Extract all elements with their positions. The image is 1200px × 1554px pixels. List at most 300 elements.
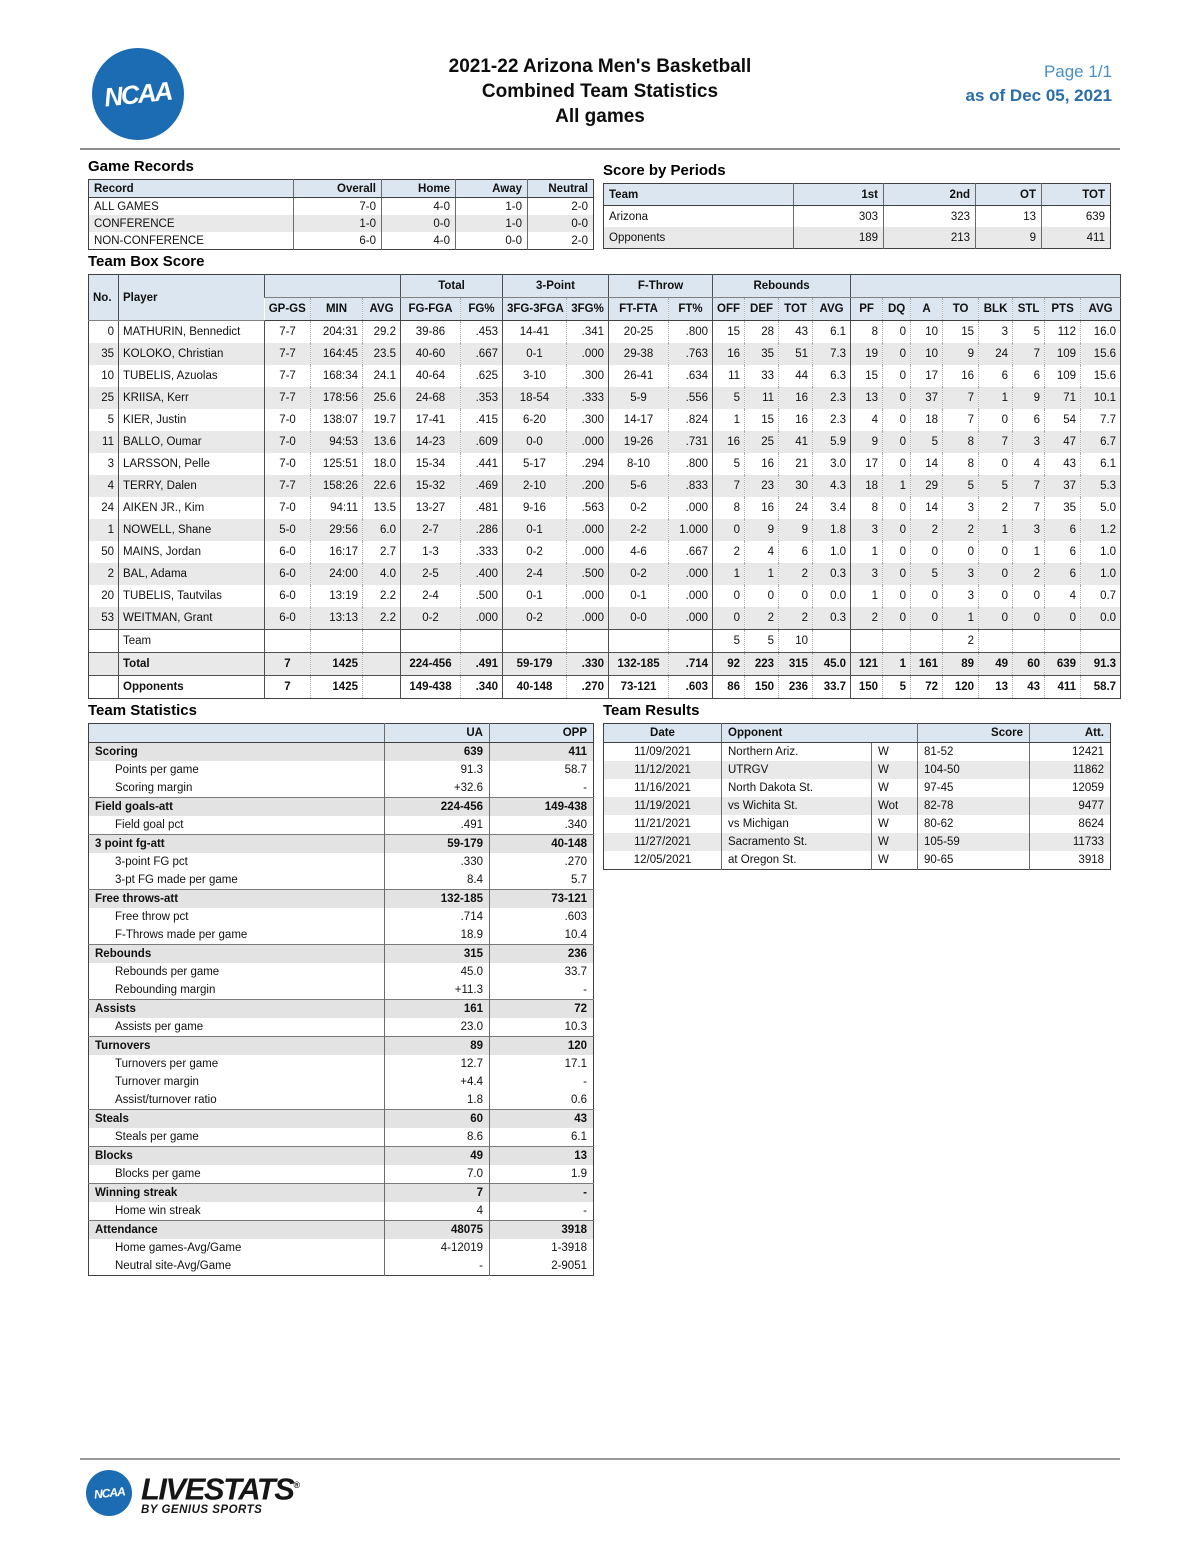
- box-score-cell: 164:45: [311, 343, 363, 365]
- box-score-cell: 9: [779, 519, 813, 541]
- box-score-cell: 6.1: [813, 321, 851, 344]
- box-score-cell: 49: [979, 653, 1013, 676]
- score-by-periods-cell: 9: [976, 227, 1042, 249]
- box-score-cell: 0: [883, 497, 911, 519]
- box-score-cell: 2-4: [401, 585, 461, 607]
- box-score-cell: 86: [713, 676, 745, 699]
- stat-sub-ua: -: [385, 1257, 490, 1276]
- box-score-cell: 6: [979, 365, 1013, 387]
- box-score-cell: 8: [943, 453, 979, 475]
- result-score: 82-78: [918, 797, 1030, 815]
- box-score-cell: 1.0: [1081, 541, 1121, 563]
- box-score-cell: 10: [911, 321, 943, 344]
- box-score-cell: 6-0: [265, 563, 311, 585]
- box-score-group-header: Rebounds: [713, 275, 851, 298]
- result-wl: W: [872, 833, 918, 851]
- score-by-periods-cell: Arizona: [609, 210, 648, 223]
- box-score-cell: 3: [851, 519, 883, 541]
- team-statistics-col-header: OPP: [490, 724, 594, 743]
- result-attendance: 8624: [1030, 815, 1111, 833]
- box-score-cell: 109: [1045, 365, 1081, 387]
- box-score-cell: 5: [745, 630, 779, 653]
- player-row: [89, 497, 1121, 519]
- box-score-cell: 0: [107, 326, 114, 338]
- box-score-cell: TERRY, Dalen: [119, 475, 265, 497]
- box-score-cell: 37: [1045, 475, 1081, 497]
- team-statistics-body: [89, 743, 594, 1276]
- stat-category-opp: 236: [490, 945, 594, 964]
- box-score-cell: [89, 630, 119, 653]
- box-score-cell: 1: [107, 524, 114, 536]
- box-score-cell: 5-6: [609, 475, 669, 497]
- box-score-cell: [567, 630, 609, 653]
- stat-sub-ua: +4.4: [385, 1073, 490, 1091]
- box-score-cell: 25: [101, 392, 114, 404]
- score-by-periods-title: Score by Periods: [603, 162, 726, 179]
- team-results-title: Team Results: [603, 702, 700, 719]
- box-score-cell: [609, 630, 669, 653]
- box-score-cell: 10.1: [1081, 387, 1121, 409]
- box-score-cell: 5: [979, 475, 1013, 497]
- box-score-cell: .353: [461, 387, 503, 409]
- game-records-cell: 0-0: [456, 232, 528, 250]
- box-score-cell: 7-7: [265, 475, 311, 497]
- box-score-cell: 18-54: [503, 387, 567, 409]
- box-score-cell: .270: [567, 676, 609, 699]
- stat-sub-ua: 4: [385, 1202, 490, 1221]
- box-score-cell: .333: [567, 387, 609, 409]
- box-score-cell: 3: [1013, 519, 1045, 541]
- stat-sub-opp: .270: [490, 853, 594, 871]
- box-score-cell: 224-456: [401, 653, 461, 676]
- result-opponent: UTRGV: [722, 761, 872, 779]
- box-score-cell: 7: [1013, 497, 1045, 519]
- box-score-cell: 178:56: [311, 387, 363, 409]
- box-score-cell: 1.000: [669, 519, 713, 541]
- box-score-cell: .556: [669, 387, 713, 409]
- box-score-cell: 1425: [311, 676, 363, 699]
- team-statistics-table-mount: [88, 723, 593, 1276]
- team-statistics-head: [89, 724, 594, 743]
- box-score-cell: 0.3: [813, 607, 851, 630]
- box-score-cell: Opponents: [119, 676, 265, 699]
- ncaa-logo-text: NCAA: [103, 75, 173, 112]
- footer-divider: [80, 1458, 1120, 1460]
- box-score-cell: 1: [883, 475, 911, 497]
- stat-sub-row: [89, 926, 594, 945]
- team-results-head: [604, 724, 1111, 743]
- box-score-cell: 60: [1013, 653, 1045, 676]
- box-score-cell: 15: [713, 321, 745, 344]
- box-score-cell: 1: [979, 387, 1013, 409]
- box-score-body: [89, 321, 1121, 699]
- box-score-cell: 8-10: [609, 453, 669, 475]
- stat-category-ua: 639: [385, 743, 490, 762]
- stat-sub-row: [89, 1257, 594, 1276]
- box-score-cell: 5: [1013, 321, 1045, 344]
- stat-sub-ua: 8.4: [385, 871, 490, 890]
- box-score-cell: 2: [911, 519, 943, 541]
- result-score: 105-59: [918, 833, 1030, 851]
- box-score-cell: 2-10: [503, 475, 567, 497]
- result-date: 11/16/2021: [634, 782, 691, 794]
- box-score-cell: AIKEN JR., Kim: [119, 497, 265, 519]
- box-score-cell: 0-2: [401, 607, 461, 630]
- team-results-section: [603, 702, 1110, 870]
- player-row: [89, 607, 1121, 630]
- box-score-cell: [851, 630, 883, 653]
- box-score-cell: 1: [1013, 541, 1045, 563]
- stat-sub-row: [89, 1055, 594, 1073]
- stat-sub-label: Steals per game: [115, 1131, 199, 1143]
- score-by-periods-cell: 303: [794, 206, 884, 228]
- box-score-cell: .000: [567, 585, 609, 607]
- box-score-cell: 40-148: [503, 676, 567, 699]
- box-score-cell: 1: [851, 585, 883, 607]
- box-score-group-header: 3-Point: [503, 275, 609, 298]
- box-score-cell: [503, 630, 567, 653]
- box-score-cell: 0.0: [1081, 607, 1121, 630]
- box-score-cell: 6: [1013, 365, 1045, 387]
- box-score-cell: 2.3: [813, 387, 851, 409]
- box-score-cell: .000: [567, 343, 609, 365]
- box-score-col-header: FG-FGA: [401, 298, 461, 321]
- box-score-cell: 10: [779, 630, 813, 653]
- box-score-cell: [669, 630, 713, 653]
- game-records-cell: 4-0: [382, 198, 456, 216]
- box-score-cell: 132-185: [609, 653, 669, 676]
- box-score-cell: 2: [779, 563, 813, 585]
- player-row: [89, 475, 1121, 497]
- stat-category-label: Blocks: [89, 1147, 385, 1166]
- stat-category-opp: 73-121: [490, 890, 594, 909]
- box-score-cell: KIER, Justin: [119, 409, 265, 431]
- box-score-cell: 17: [851, 453, 883, 475]
- box-score-cell: 5: [883, 676, 911, 699]
- box-score-cell: MAINS, Jordan: [119, 541, 265, 563]
- stat-category-opp: 149-438: [490, 798, 594, 817]
- stat-category-label: Steals: [89, 1110, 385, 1129]
- box-score-cell: 14-41: [503, 321, 567, 344]
- team-results-col-header: Score: [918, 724, 1030, 743]
- box-score-cell: 1: [713, 409, 745, 431]
- result-row: [604, 743, 1111, 762]
- stat-category-row: [89, 1000, 594, 1019]
- box-score-cell: 158:26: [311, 475, 363, 497]
- box-score-cell: [363, 630, 401, 653]
- box-score-cell: 0-2: [503, 607, 567, 630]
- result-attendance: 9477: [1030, 797, 1111, 815]
- team-results-body: [604, 743, 1111, 870]
- player-row: [89, 431, 1121, 453]
- stat-sub-row: [89, 816, 594, 835]
- box-score-cell: [979, 630, 1013, 653]
- box-score-col-header: TO: [943, 298, 979, 321]
- box-score-cell: 24: [979, 343, 1013, 365]
- box-score-cell: .400: [461, 563, 503, 585]
- box-score-cell: 0: [1013, 585, 1045, 607]
- box-score-cell: 2-5: [401, 563, 461, 585]
- stat-sub-opp: 10.4: [490, 926, 594, 945]
- box-score-group-header-row: [89, 275, 1121, 298]
- box-score-cell: Total: [119, 653, 265, 676]
- stat-category-label: Turnovers: [89, 1037, 385, 1056]
- stat-sub-row: [89, 963, 594, 981]
- total-row: [89, 653, 1121, 676]
- stat-category-opp: 40-148: [490, 835, 594, 854]
- box-score-cell: 13.5: [363, 497, 401, 519]
- stat-category-label: Field goals-att: [89, 798, 385, 817]
- box-score-cell: 0: [883, 343, 911, 365]
- team-statistics-section: [88, 702, 593, 1276]
- box-score-cell: 0-1: [503, 585, 567, 607]
- stat-category-opp: 43: [490, 1110, 594, 1129]
- box-score-cell: 223: [745, 653, 779, 676]
- box-score-cell: 28: [745, 321, 779, 344]
- stat-sub-opp: 6.1: [490, 1128, 594, 1147]
- box-score-cell: 7-7: [265, 343, 311, 365]
- box-score-cell: 73-121: [609, 676, 669, 699]
- box-score-col-header: AVG: [1081, 298, 1121, 321]
- score-by-periods-table: [603, 183, 1111, 249]
- stat-category-label: Attendance: [89, 1221, 385, 1240]
- box-score-cell: 40-64: [401, 365, 461, 387]
- box-score-cell: BALLO, Oumar: [119, 431, 265, 453]
- box-score-cell: 6-0: [265, 541, 311, 563]
- box-score-cell: 16: [779, 387, 813, 409]
- box-score-cell: [1081, 630, 1121, 653]
- stat-sub-opp: 33.7: [490, 963, 594, 981]
- title-line-1: 2021-22 Arizona Men's Basketball: [448, 56, 752, 77]
- stat-sub-label: Field goal pct: [115, 819, 184, 831]
- stat-sub-opp: -: [490, 1202, 594, 1221]
- box-score-cell: .300: [567, 365, 609, 387]
- box-score-cell: 24.1: [363, 365, 401, 387]
- box-score-cell: .500: [567, 563, 609, 585]
- box-score-cell: 2: [713, 541, 745, 563]
- box-score-cell: 120: [943, 676, 979, 699]
- box-score-cell: .824: [669, 409, 713, 431]
- box-score-group-header: [851, 275, 1121, 298]
- stat-sub-opp: 2-9051: [490, 1257, 594, 1276]
- score-by-periods-col-header: TOT: [1042, 184, 1111, 206]
- box-score-cell: .200: [567, 475, 609, 497]
- box-score-cell: 315: [779, 653, 813, 676]
- box-score-cell: 9: [1013, 387, 1045, 409]
- box-score-cell: .000: [669, 585, 713, 607]
- box-score-cell: .340: [461, 676, 503, 699]
- box-score-cell: .415: [461, 409, 503, 431]
- stat-sub-row: [89, 761, 594, 779]
- box-score-cell: 0: [979, 607, 1013, 630]
- box-score-cell: MATHURIN, Bennedict: [119, 321, 265, 344]
- box-score-cell: 6: [1045, 519, 1081, 541]
- box-score-cell: 0: [883, 519, 911, 541]
- box-score-cell: BAL, Adama: [119, 563, 265, 585]
- box-score-col-header: GP-GS: [265, 298, 311, 321]
- result-score: 97-45: [918, 779, 1030, 797]
- box-score-cell: 7-0: [265, 453, 311, 475]
- game-records-cell: 2-0: [528, 198, 594, 216]
- box-score-cell: 11: [745, 387, 779, 409]
- game-records-cell: 0-0: [528, 215, 594, 232]
- box-score-cell: 33.7: [813, 676, 851, 699]
- box-score-cell: 6.1: [1081, 453, 1121, 475]
- box-score-cell: 26-41: [609, 365, 669, 387]
- livestats-wordmark: [141, 1470, 301, 1507]
- result-wl: W: [872, 761, 918, 779]
- box-score-cell: 37: [911, 387, 943, 409]
- box-score-cell: [89, 676, 119, 699]
- player-row: [89, 541, 1121, 563]
- stat-category-ua: 49: [385, 1147, 490, 1166]
- box-score-cell: 25: [745, 431, 779, 453]
- box-score-cell: 4: [1045, 585, 1081, 607]
- stat-sub-opp: .603: [490, 908, 594, 926]
- box-score-cell: 5.3: [1081, 475, 1121, 497]
- box-score-cell: 8: [713, 497, 745, 519]
- box-score-col-header: AVG: [813, 298, 851, 321]
- stat-category-label: Winning streak: [89, 1184, 385, 1203]
- game-records-cell: CONFERENCE: [94, 217, 175, 230]
- box-score-cell: 13.6: [363, 431, 401, 453]
- box-score-cell: 40-60: [401, 343, 461, 365]
- box-score-cell: 92: [713, 653, 745, 676]
- box-score-cell: 3.4: [813, 497, 851, 519]
- stat-sub-label: Points per game: [115, 764, 199, 776]
- box-score-cell: 17-41: [401, 409, 461, 431]
- box-score-group-header: F-Throw: [609, 275, 713, 298]
- box-score-cell: 9: [943, 343, 979, 365]
- box-score-cell: 7-7: [265, 321, 311, 344]
- box-score-cell: 6-0: [265, 607, 311, 630]
- box-score-cell: 44: [779, 365, 813, 387]
- box-score-cell: .667: [669, 541, 713, 563]
- score-by-periods-row: [604, 206, 1111, 228]
- box-score-cell: 9: [745, 519, 779, 541]
- player-row: [89, 519, 1121, 541]
- box-score-cell: 2: [851, 607, 883, 630]
- box-score-cell: 0: [883, 585, 911, 607]
- box-score-cell: 7-0: [265, 497, 311, 519]
- box-score-cell: 0: [979, 563, 1013, 585]
- box-score-cell: 7-0: [265, 431, 311, 453]
- box-score-cell: .833: [669, 475, 713, 497]
- box-score-cell: 7: [265, 653, 311, 676]
- result-wl: W: [872, 851, 918, 870]
- stat-category-row: [89, 890, 594, 909]
- box-score-cell: 0: [911, 607, 943, 630]
- box-score-cell: 13:13: [311, 607, 363, 630]
- box-score-cell: 15-34: [401, 453, 461, 475]
- box-score-cell: 0: [713, 607, 745, 630]
- box-score-cell: 138:07: [311, 409, 363, 431]
- stat-sub-label: Blocks per game: [115, 1168, 201, 1180]
- box-score-cell: 3-10: [503, 365, 567, 387]
- box-score-cell: 6.7: [1081, 431, 1121, 453]
- box-score-col-header: AVG: [363, 298, 401, 321]
- box-score-cell: 20-25: [609, 321, 669, 344]
- box-score-cell: 2: [745, 607, 779, 630]
- box-score-cell: .800: [669, 321, 713, 344]
- result-attendance: 12059: [1030, 779, 1111, 797]
- box-score-col-header: 3FG-3FGA: [503, 298, 567, 321]
- result-wl: W: [872, 743, 918, 762]
- result-wl: W: [872, 815, 918, 833]
- box-score-cell: 1: [979, 519, 1013, 541]
- box-score-cell: 3: [851, 563, 883, 585]
- stat-sub-label: 3-point FG pct: [115, 856, 188, 868]
- box-score-cell: 19.7: [363, 409, 401, 431]
- box-score-cell: 2: [943, 630, 979, 653]
- box-score-cell: 5-9: [609, 387, 669, 409]
- box-score-cell: 1-3: [401, 541, 461, 563]
- stat-sub-row: [89, 1128, 594, 1147]
- box-score-cell: .333: [461, 541, 503, 563]
- box-score-cell: 24: [779, 497, 813, 519]
- box-score-cell: 0: [883, 563, 911, 585]
- result-row: [604, 833, 1111, 851]
- box-score-cell: 8: [943, 431, 979, 453]
- player-row: [89, 453, 1121, 475]
- box-score-cell: 20: [101, 590, 114, 602]
- box-score-cell: 5: [911, 563, 943, 585]
- box-score-cell: 23: [745, 475, 779, 497]
- box-score-cell: 13-27: [401, 497, 461, 519]
- box-score-cell: 4: [1013, 453, 1045, 475]
- box-score-cell: 7: [265, 676, 311, 699]
- stat-sub-row: [89, 1073, 594, 1091]
- box-score-cell: 0: [883, 321, 911, 344]
- box-score-col-header: FT-FTA: [609, 298, 669, 321]
- header-divider: [80, 148, 1120, 150]
- box-score-cell: 18: [911, 409, 943, 431]
- box-score-cell: 30: [779, 475, 813, 497]
- box-score-cell: 1: [745, 563, 779, 585]
- box-score-cell: 2: [107, 568, 114, 580]
- game-records-cell: 1-0: [456, 198, 528, 216]
- stat-sub-ua: 45.0: [385, 963, 490, 981]
- stat-sub-ua: 4-12019: [385, 1239, 490, 1257]
- box-score-cell: [911, 630, 943, 653]
- box-score-cell: 8: [851, 321, 883, 344]
- game-records-cell: 0-0: [382, 215, 456, 232]
- box-score-col-header: A: [911, 298, 943, 321]
- box-score-cell: 2: [779, 607, 813, 630]
- result-date: 12/05/2021: [633, 854, 692, 866]
- box-score-cell: 0: [713, 585, 745, 607]
- stat-category-row: [89, 1221, 594, 1240]
- result-attendance: 3918: [1030, 851, 1111, 870]
- box-score-cell: 0: [779, 585, 813, 607]
- score-by-periods-row: [604, 227, 1111, 249]
- box-score-cell: 149-438: [401, 676, 461, 699]
- stat-category-label: Free throws-att: [89, 890, 385, 909]
- stat-sub-opp: 1.9: [490, 1165, 594, 1184]
- stat-sub-ua: .330: [385, 853, 490, 871]
- stat-category-ua: 59-179: [385, 835, 490, 854]
- document-title: [260, 54, 940, 129]
- box-score-cell: 4-6: [609, 541, 669, 563]
- stat-sub-row: [89, 1018, 594, 1037]
- stat-sub-opp: 17.1: [490, 1055, 594, 1073]
- stat-sub-row: [89, 1202, 594, 1221]
- box-score-cell: WEITMAN, Grant: [119, 607, 265, 630]
- game-records-cell: 4-0: [382, 232, 456, 250]
- box-score-cell: 0-1: [609, 585, 669, 607]
- result-score: 81-52: [918, 743, 1030, 762]
- box-score-cell: .286: [461, 519, 503, 541]
